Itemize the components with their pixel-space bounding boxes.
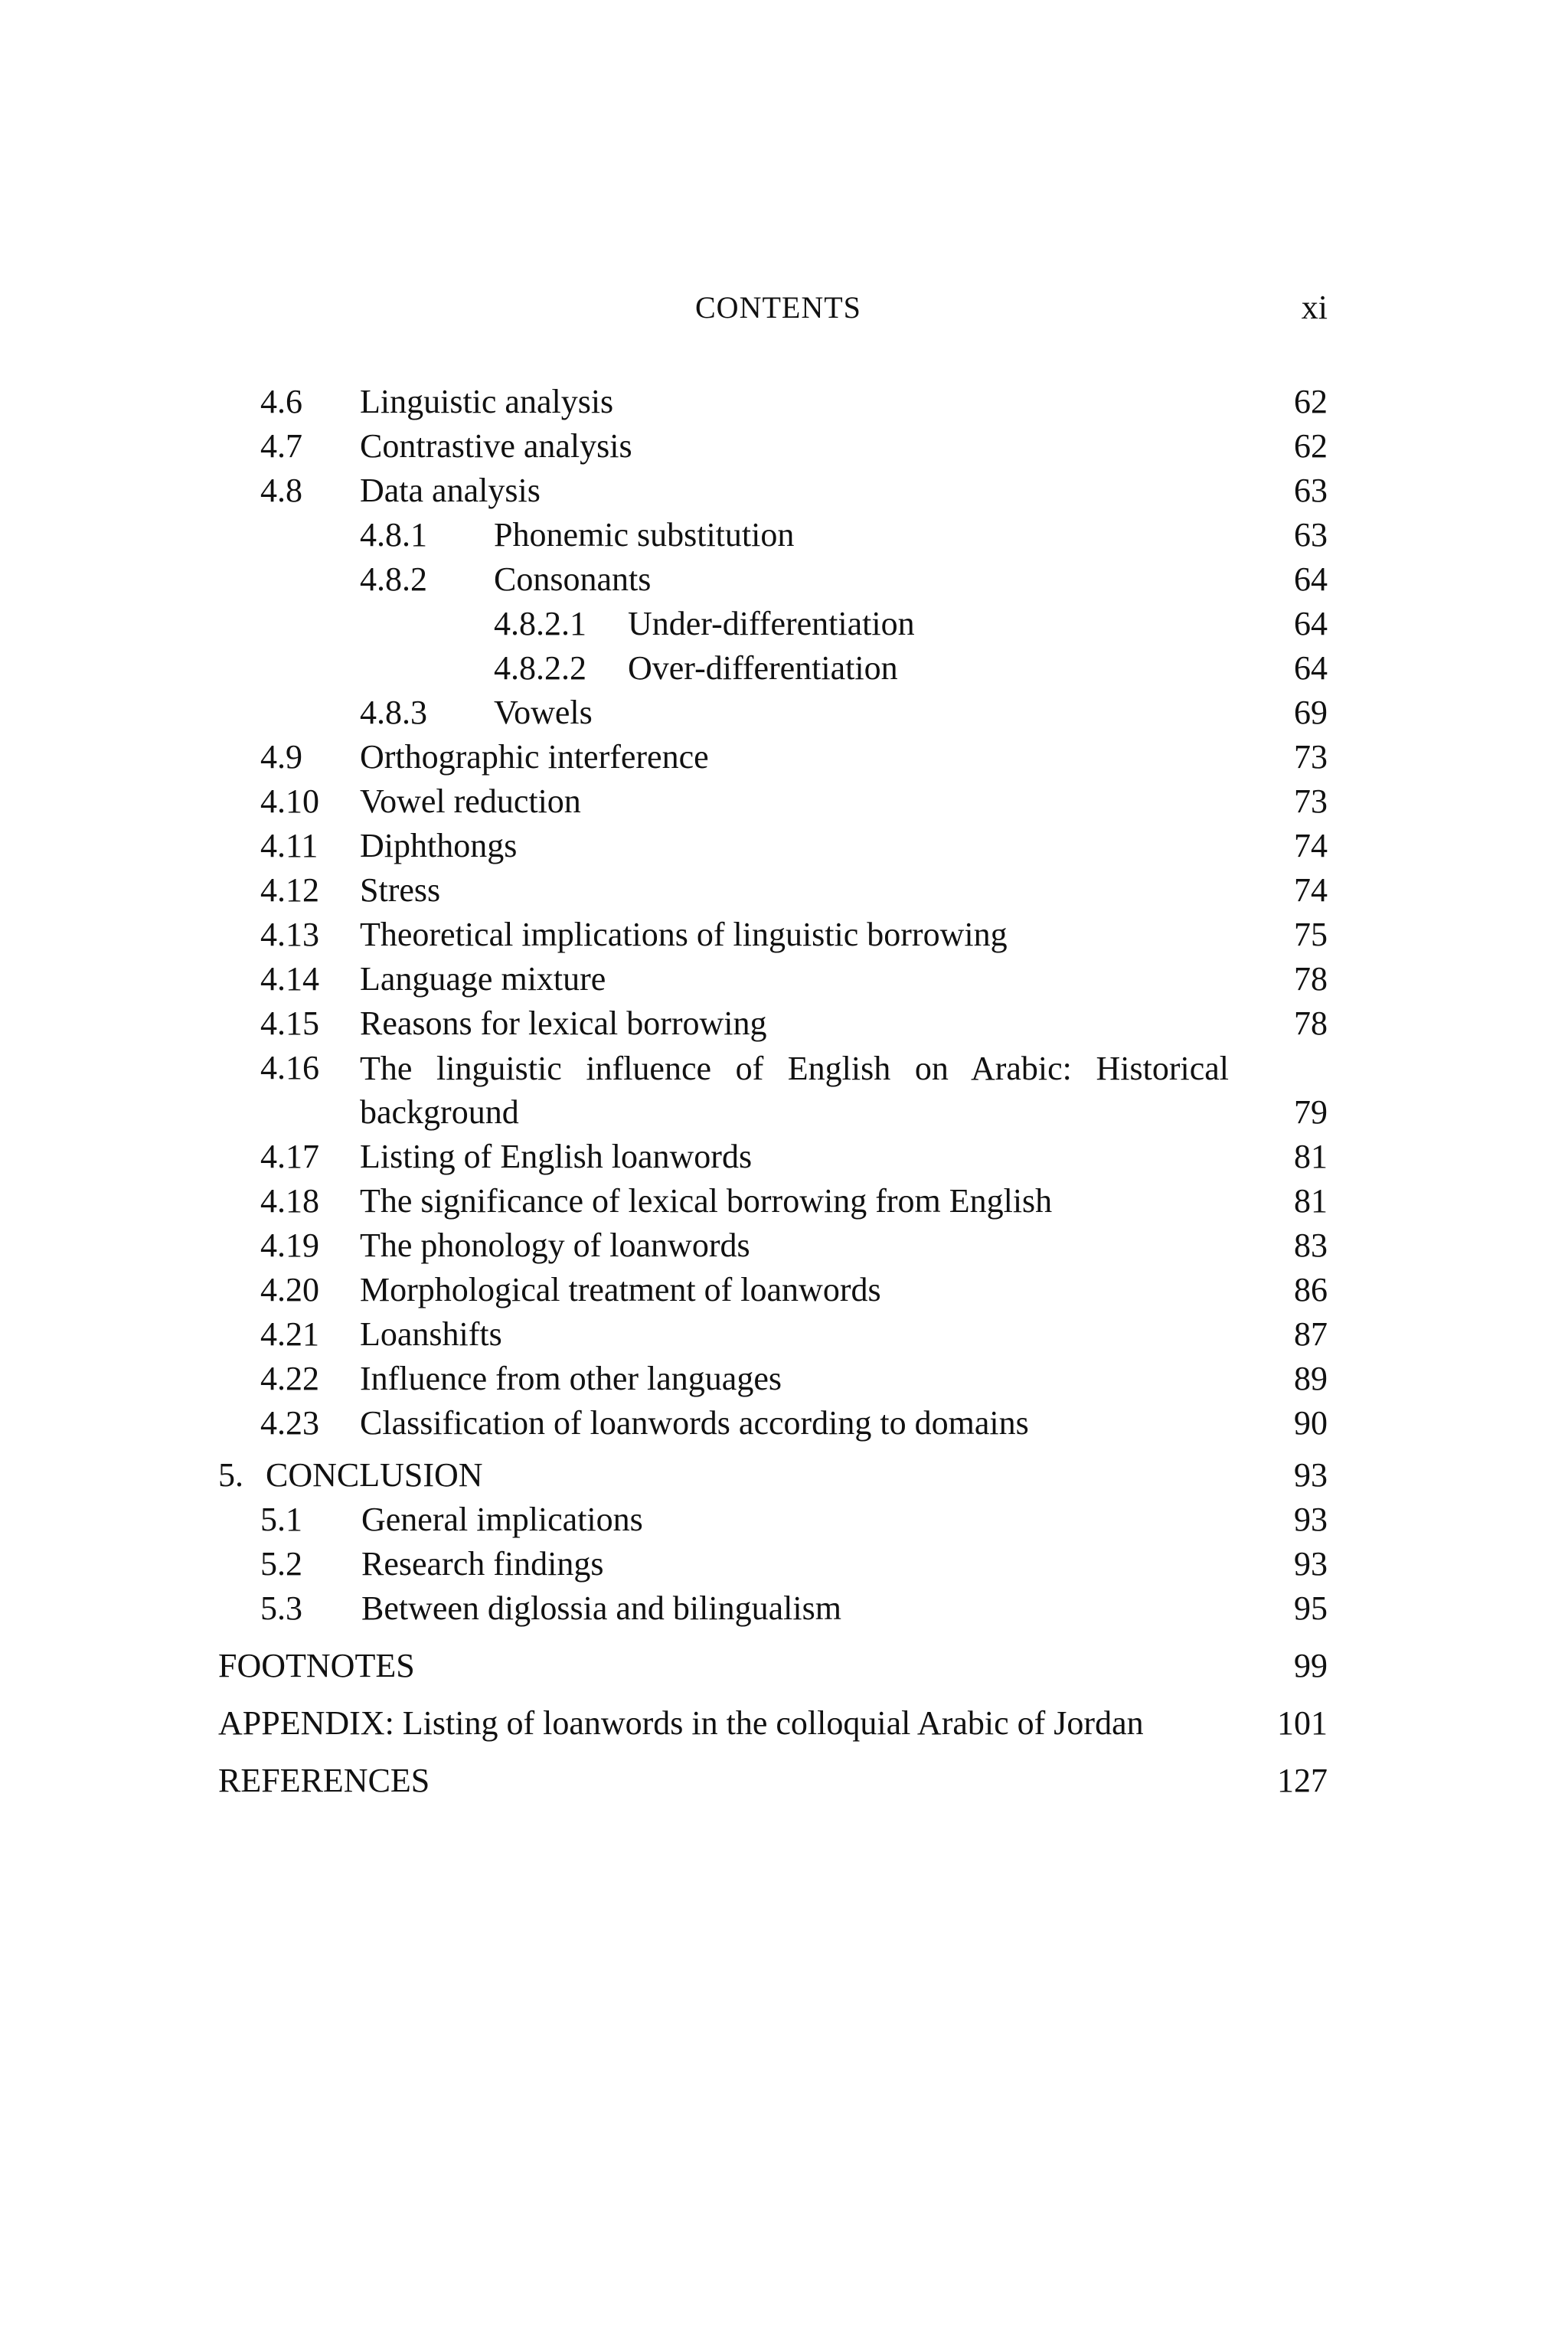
toc-entry-number: 5.1 (260, 1501, 302, 1538)
toc-entry-title: Classification of loanwords according to domains (360, 1404, 1029, 1442)
toc-entry-page: 69 (1294, 694, 1328, 731)
toc-entry-title-continued: background (360, 1093, 519, 1131)
toc-entry-page: 63 (1294, 472, 1328, 509)
toc-entry-number: 4.8.2.1 (494, 605, 586, 642)
toc-entry-page: 64 (1294, 649, 1328, 687)
toc-entry-title: Between diglossia and bilingualism (361, 1589, 841, 1627)
toc-entry-number: 4.8.2.2 (494, 649, 586, 687)
toc-entry-4-18 (0, 1180, 1568, 1223)
toc-entry-number: 5. (218, 1456, 243, 1494)
toc-entry-title: Phonemic substitution (494, 516, 795, 554)
toc-entry-number: 4.15 (260, 1004, 319, 1042)
toc-entry-number: 4.8 (260, 472, 302, 509)
toc-entry-title: Contrastive analysis (360, 427, 632, 465)
toc-entry-number: 4.7 (260, 427, 302, 465)
toc-entry-page: 93 (1294, 1456, 1328, 1494)
toc-entry-page: 81 (1294, 1182, 1328, 1220)
toc-entry-number: 4.16 (260, 1049, 319, 1086)
toc-entry-page: 81 (1294, 1138, 1328, 1175)
toc-entry-4-8 (0, 469, 1568, 512)
toc-entry-page: 63 (1294, 516, 1328, 554)
toc-entry-page: 95 (1294, 1589, 1328, 1627)
toc-entry-page: 83 (1294, 1227, 1328, 1264)
toc-entry-page: 74 (1294, 827, 1328, 864)
toc-entry-4-16 (0, 1047, 1568, 1089)
toc-entry-title: Reasons for lexical borrowing (360, 1004, 767, 1042)
toc-entry-4-8-2-1 (0, 603, 1568, 645)
toc-entry-title: Data analysis (360, 472, 541, 509)
toc-entry-title: The phonology of loanwords (360, 1227, 750, 1264)
toc-entry-title: Over-differentiation (628, 649, 898, 687)
toc-entry-4-14 (0, 958, 1568, 1001)
toc-entry-title: APPENDIX: Listing of loanwords in the colloquial Arabic of Jordan (218, 1704, 1144, 1742)
toc-entry-page: 101 (1277, 1704, 1328, 1742)
toc-entry-4-15 (0, 1002, 1568, 1045)
toc-entry-page: 93 (1294, 1501, 1328, 1538)
toc-entry-4-8-2 (0, 558, 1568, 601)
toc-entry-title: REFERENCES (218, 1762, 430, 1799)
toc-entry-number: 4.22 (260, 1360, 319, 1397)
running-head-title: CONTENTS (695, 290, 861, 325)
toc-entry-page: 62 (1294, 427, 1328, 465)
toc-entry-number: 4.9 (260, 738, 302, 776)
toc-entry-5-3 (0, 1587, 1568, 1630)
toc-entry-page: 86 (1294, 1271, 1328, 1308)
toc-entry-title: CONCLUSION (266, 1456, 483, 1494)
toc-entry-4-8-2-2 (0, 647, 1568, 690)
toc-entry-number: 4.18 (260, 1182, 319, 1220)
toc-entry-page: 93 (1294, 1545, 1328, 1583)
toc-entry-number: 4.11 (260, 827, 318, 864)
toc-chapter-5 (0, 1454, 1568, 1497)
toc-entry-page: 74 (1294, 871, 1328, 909)
toc-entry-4-13 (0, 913, 1568, 956)
toc-entry-number: 4.19 (260, 1227, 319, 1264)
toc-entry-4-11 (0, 825, 1568, 867)
toc-entry-number: 4.20 (260, 1271, 319, 1308)
toc-entry-4-23 (0, 1402, 1568, 1445)
toc-entry-number: 5.2 (260, 1545, 302, 1583)
toc-entry-title: Under-differentiation (628, 605, 915, 642)
toc-entry-title: Vowels (494, 694, 593, 731)
toc-entry-4-16-continued (0, 1091, 1568, 1134)
toc-entry-page: 73 (1294, 738, 1328, 776)
toc-entry-page: 87 (1294, 1315, 1328, 1353)
toc-entry-title: Language mixture (360, 960, 606, 998)
toc-entry-title: Theoretical implications of linguistic borrowing (360, 916, 1008, 953)
toc-entry-number: 4.8.2 (360, 560, 427, 598)
toc-entry-4-19 (0, 1224, 1568, 1267)
toc-entry-title: The significance of lexical borrowing from English (360, 1182, 1053, 1220)
toc-entry-number: 4.12 (260, 871, 319, 909)
toc-footnotes (0, 1645, 1568, 1687)
toc-entry-page: 62 (1294, 383, 1328, 420)
toc-entry-page: 78 (1294, 960, 1328, 998)
toc-entry-title: Orthographic interference (360, 738, 709, 776)
toc-entry-number: 4.8.1 (360, 516, 427, 554)
toc-entry-title: Listing of English loanwords (360, 1138, 753, 1175)
toc-entry-page: 64 (1294, 605, 1328, 642)
toc-references (0, 1759, 1568, 1802)
toc-entry-page: 75 (1294, 916, 1328, 953)
toc-entry-number: 4.8.3 (360, 694, 427, 731)
toc-entry-title: Consonants (494, 560, 652, 598)
toc-entry-title: FOOTNOTES (218, 1647, 415, 1684)
toc-entry-number: 4.17 (260, 1138, 319, 1175)
toc-entry-4-17 (0, 1135, 1568, 1178)
page-number: xi (1301, 289, 1328, 326)
toc-entry-4-10 (0, 780, 1568, 823)
toc-entry-4-9 (0, 736, 1568, 779)
toc-entry-page: 78 (1294, 1004, 1328, 1042)
toc-entry-title: The linguistic influence of English on Arabic: Historical (360, 1050, 1229, 1087)
toc-entry-page: 64 (1294, 560, 1328, 598)
toc-entry-5-1 (0, 1498, 1568, 1541)
toc-entry-4-8-3 (0, 691, 1568, 734)
toc-entry-number: 4.10 (260, 782, 319, 820)
toc-entry-5-2 (0, 1543, 1568, 1586)
toc-entry-title: Influence from other languages (360, 1360, 782, 1397)
toc-entry-title: General implications (361, 1501, 643, 1538)
toc-entry-title: Vowel reduction (360, 782, 581, 820)
toc-entry-4-21 (0, 1313, 1568, 1356)
toc-entry-title: Diphthongs (360, 827, 518, 864)
toc-entry-page: 99 (1294, 1647, 1328, 1684)
toc-entry-4-22 (0, 1357, 1568, 1400)
toc-entry-title: Research findings (361, 1545, 604, 1583)
toc-entry-number: 4.6 (260, 383, 302, 420)
toc-entry-title: Stress (360, 871, 441, 909)
toc-entry-4-6 (0, 381, 1568, 423)
toc-entry-title: Morphological treatment of loanwords (360, 1271, 881, 1308)
toc-entry-number: 4.13 (260, 916, 319, 953)
toc-entry-4-20 (0, 1269, 1568, 1312)
toc-entry-4-12 (0, 869, 1568, 912)
toc-entry-page: 79 (1294, 1093, 1328, 1131)
toc-entry-4-8-1 (0, 514, 1568, 557)
toc-entry-4-7 (0, 425, 1568, 468)
toc-entry-number: 4.23 (260, 1404, 319, 1442)
toc-entry-page: 127 (1277, 1762, 1328, 1799)
toc-entry-title: Loanshifts (360, 1315, 502, 1353)
toc-entry-title: Linguistic analysis (360, 383, 614, 420)
toc-entry-page: 89 (1294, 1360, 1328, 1397)
toc-appendix (0, 1702, 1568, 1745)
toc-entry-number: 4.21 (260, 1315, 319, 1353)
toc-entry-number: 5.3 (260, 1589, 302, 1627)
toc-entry-number: 4.14 (260, 960, 319, 998)
toc-entry-page: 73 (1294, 782, 1328, 820)
toc-entry-page: 90 (1294, 1404, 1328, 1442)
